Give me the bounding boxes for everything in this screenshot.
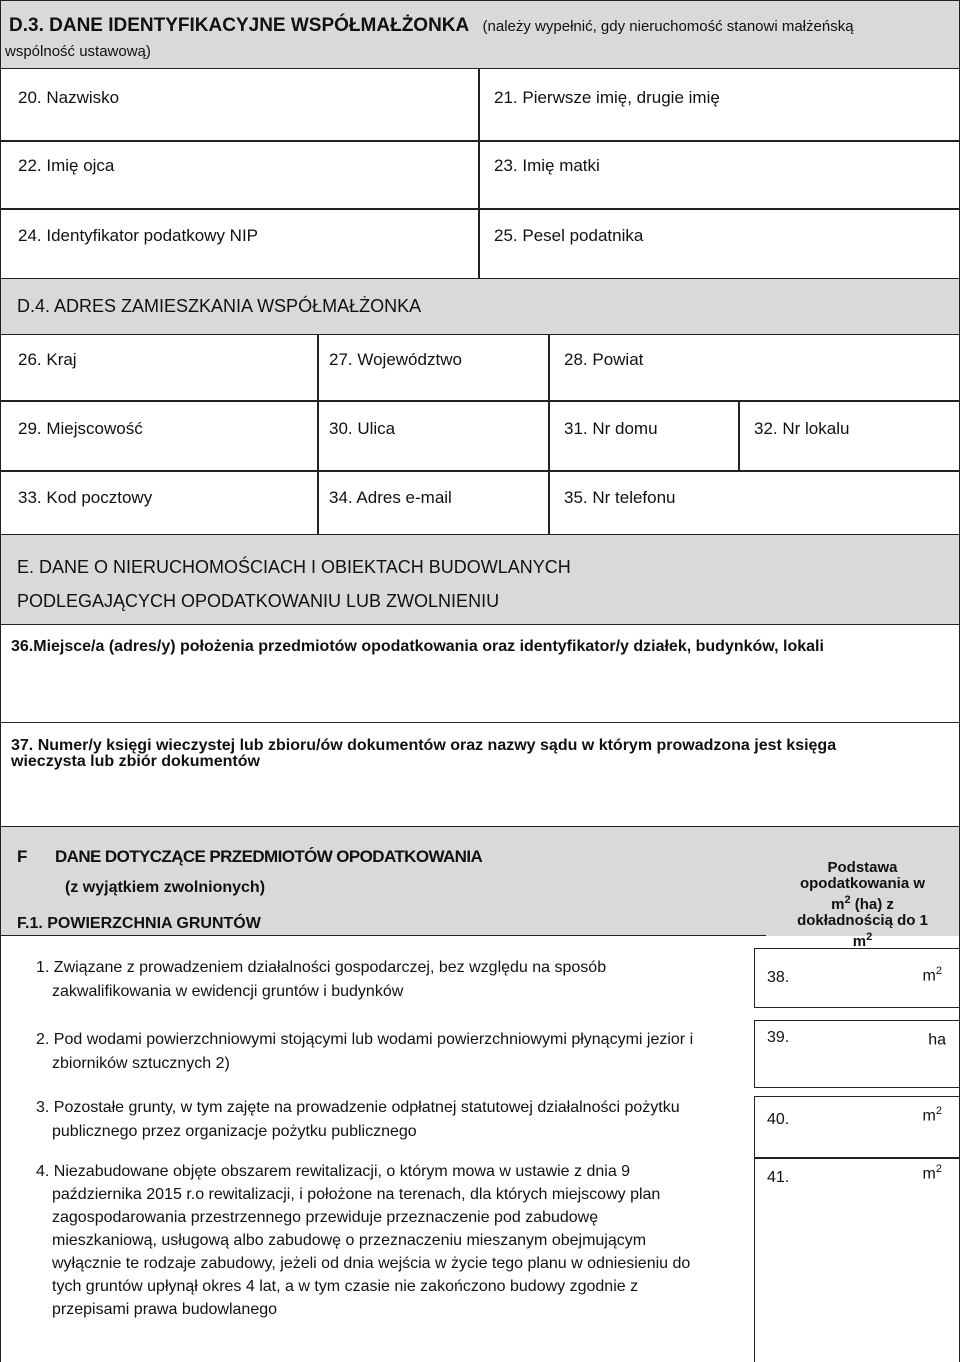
field-40-number: 40. (767, 1111, 790, 1128)
field-38-input[interactable] (754, 948, 960, 1008)
land-row-1-line2: zakwalifikowania w ewidencji gruntów i budynków (52, 983, 404, 1000)
field-41-input[interactable] (754, 1158, 960, 1362)
field-21-names[interactable] (480, 70, 958, 138)
field-33-label: 33. Kod pocztowy (18, 488, 153, 507)
land-row-2-line2: zbiorników sztucznych 2) (52, 1055, 230, 1072)
land-row-3 (2, 1100, 766, 1166)
land-row-2 (2, 1010, 766, 1100)
field-25-label: 25. Pesel podatnika (494, 226, 644, 245)
field-36-label: 36.Miejsce/a (adres/y) położenia przedmiotów opodatkowania oraz identyfikator/y działek, budynków, lokali (11, 638, 824, 655)
land-row-2-line1: 2. Pod wodami powierzchniowymi stojącymi lub wodami powierzchniowymi płynącymi jezior i (36, 1031, 694, 1048)
section-d4-title: D.4. ADRES ZAMIESZKANIA WSPÓŁMAŁŻONKA (17, 296, 422, 316)
field-22-father-name[interactable] (2, 142, 476, 206)
field-34-email[interactable] (319, 472, 546, 532)
field-35-label: 35. Nr telefonu (564, 488, 676, 507)
field-31-label: 31. Nr domu (564, 419, 658, 438)
tax-basis-line4: dokładnością do 1 (797, 912, 928, 929)
field-37-label-line2: wieczysta lub zbiór dokumentów (11, 753, 260, 770)
field-37-label-line1: 37. Numer/y księgi wieczystej lub zbioru/ów dokumentów oraz nazwy sądu w którym prowadzona jest księga (11, 737, 837, 754)
field-27-label: 27. Województwo (329, 350, 462, 369)
section-d3-header (0, 0, 960, 68)
tax-basis-line5-unit: m (852, 933, 867, 950)
land-row-4-line4: mieszkaniową, usługową albo zabudowę o przeznaczeniu mieszanym obejmującym (52, 1232, 647, 1249)
tax-basis-line3-rest: (ha) z (850, 896, 894, 913)
land-row-3-line2: publicznego przez organizacje pożytku publicznego (52, 1123, 417, 1140)
section-f-subtitle: (z wyjątkiem zwolnionych) (65, 879, 266, 896)
field-26-label: 26. Kraj (18, 350, 77, 369)
section-d3-title: D.3. DANE IDENTYFIKACYJNE WSPÓŁMAŁŻONKA (9, 15, 470, 36)
field-20-surname[interactable] (2, 70, 476, 138)
section-d3-note-cont: wspólność ustawową) (5, 43, 151, 60)
tax-basis-line1: Podstawa (827, 859, 898, 876)
field-25-pesel[interactable] (480, 210, 958, 276)
land-row-4-line7: przepisami prawa budowlanego (52, 1301, 278, 1318)
field-32-label: 32. Nr lokalu (754, 419, 850, 438)
field-26-country[interactable] (2, 336, 315, 398)
field-28-label: 28. Powiat (564, 350, 644, 369)
land-row-1 (2, 936, 766, 1010)
land-row-1-line1: 1. Związane z prowadzeniem działalności gospodarczej, bez względu na sposób (36, 959, 607, 976)
field-24-label: 24. Identyfikator podatkowy NIP (18, 226, 259, 245)
section-f-letter: F (17, 847, 28, 866)
field-32-apartment-no[interactable] (740, 402, 958, 468)
field-39-unit: ha (928, 1031, 946, 1049)
field-30-street[interactable] (319, 402, 546, 468)
field-41-unit: $m^2$ (922, 1163, 942, 1183)
tax-basis-line2: opodatkowania w (799, 875, 925, 892)
section-d3-note: (należy wypełnić, gdy nieruchomość stanowi małżeńską (482, 18, 854, 35)
field-30-label: 30. Ulica (329, 419, 396, 438)
field-35-phone[interactable] (550, 472, 958, 532)
field-36-property-location[interactable] (0, 624, 960, 722)
field-21-label: 21. Pierwsze imię, drugie imię (494, 88, 720, 107)
field-39-number: 39. (767, 1029, 790, 1046)
section-f1-title: F.1. POWIERZCHNIA GRUNTÓW (17, 915, 261, 932)
field-34-label: 34. Adres e-mail (329, 488, 452, 507)
field-38-unit: $m^2$ (922, 965, 942, 985)
section-f-header (0, 826, 766, 936)
section-e-title-line2: PODLEGAJĄCYCH OPODATKOWANIU LUB ZWOLNIENIU (17, 591, 500, 611)
land-row-4-line1: 4. Niezabudowane objęte obszarem rewitalizacji, o którym mowa w ustawie z dnia 9 (36, 1163, 631, 1180)
field-39-input[interactable] (754, 1020, 960, 1088)
field-38-number: 38. (767, 969, 790, 986)
field-31-house-no[interactable] (550, 402, 736, 468)
land-row-4 (2, 1158, 766, 1358)
field-40-unit: $m^2$ (922, 1105, 942, 1125)
field-22-label: 22. Imię ojca (18, 156, 115, 175)
land-row-4-line5: wyłącznie te rodzaje zabudowy, jeżeli od dnia wejścia w życie tego planu w odniesieniu do (52, 1255, 691, 1272)
section-f-title: DANE DOTYCZĄCE PRZEDMIOTÓW OPODATKOWANIA (55, 847, 483, 866)
field-24-nip[interactable] (2, 210, 476, 276)
land-row-4-line2: października 2015 r.o rewitalizacji, i położone na terenach, dla których miejscowy plan (52, 1186, 661, 1203)
field-41-number: 41. (767, 1169, 790, 1186)
section-e-title-line1: E. DANE O NIERUCHOMOŚCIACH I OBIEKTACH BUDOWLANYCH (17, 557, 571, 577)
section-d4-header (0, 278, 960, 334)
field-28-county[interactable] (550, 336, 958, 398)
field-20-label: 20. Nazwisko (18, 88, 120, 107)
tax-basis-header: Podstawa opodatkowania w $m^2$ (ha) z dokładnością do 1 $m^2$ (766, 826, 960, 936)
section-e-header (0, 534, 960, 624)
land-row-4-line3: zagospodarowania przestrzennego przewiduje przeznaczenie pod zabudowę (52, 1209, 599, 1226)
field-29-city[interactable] (2, 402, 315, 468)
field-37-land-register[interactable] (0, 722, 960, 826)
land-row-3-line1: 3. Pozostałe grunty, w tym zajęte na prowadzenie odpłatnej statutowej działalności pożytku (36, 1099, 680, 1116)
field-23-mother-name[interactable] (480, 142, 958, 206)
land-row-4-line6: tych gruntów upłynął okres 4 lat, a w tym czasie nie zakończono budowy zgodnie z (52, 1278, 639, 1295)
field-33-postal-code[interactable] (2, 472, 315, 532)
tax-basis-line3-unit: m (831, 896, 845, 913)
field-23-label: 23. Imię matki (494, 156, 600, 175)
field-40-input[interactable] (754, 1096, 960, 1158)
field-27-voivodeship[interactable] (319, 336, 546, 398)
field-29-label: 29. Miejscowość (18, 419, 143, 438)
